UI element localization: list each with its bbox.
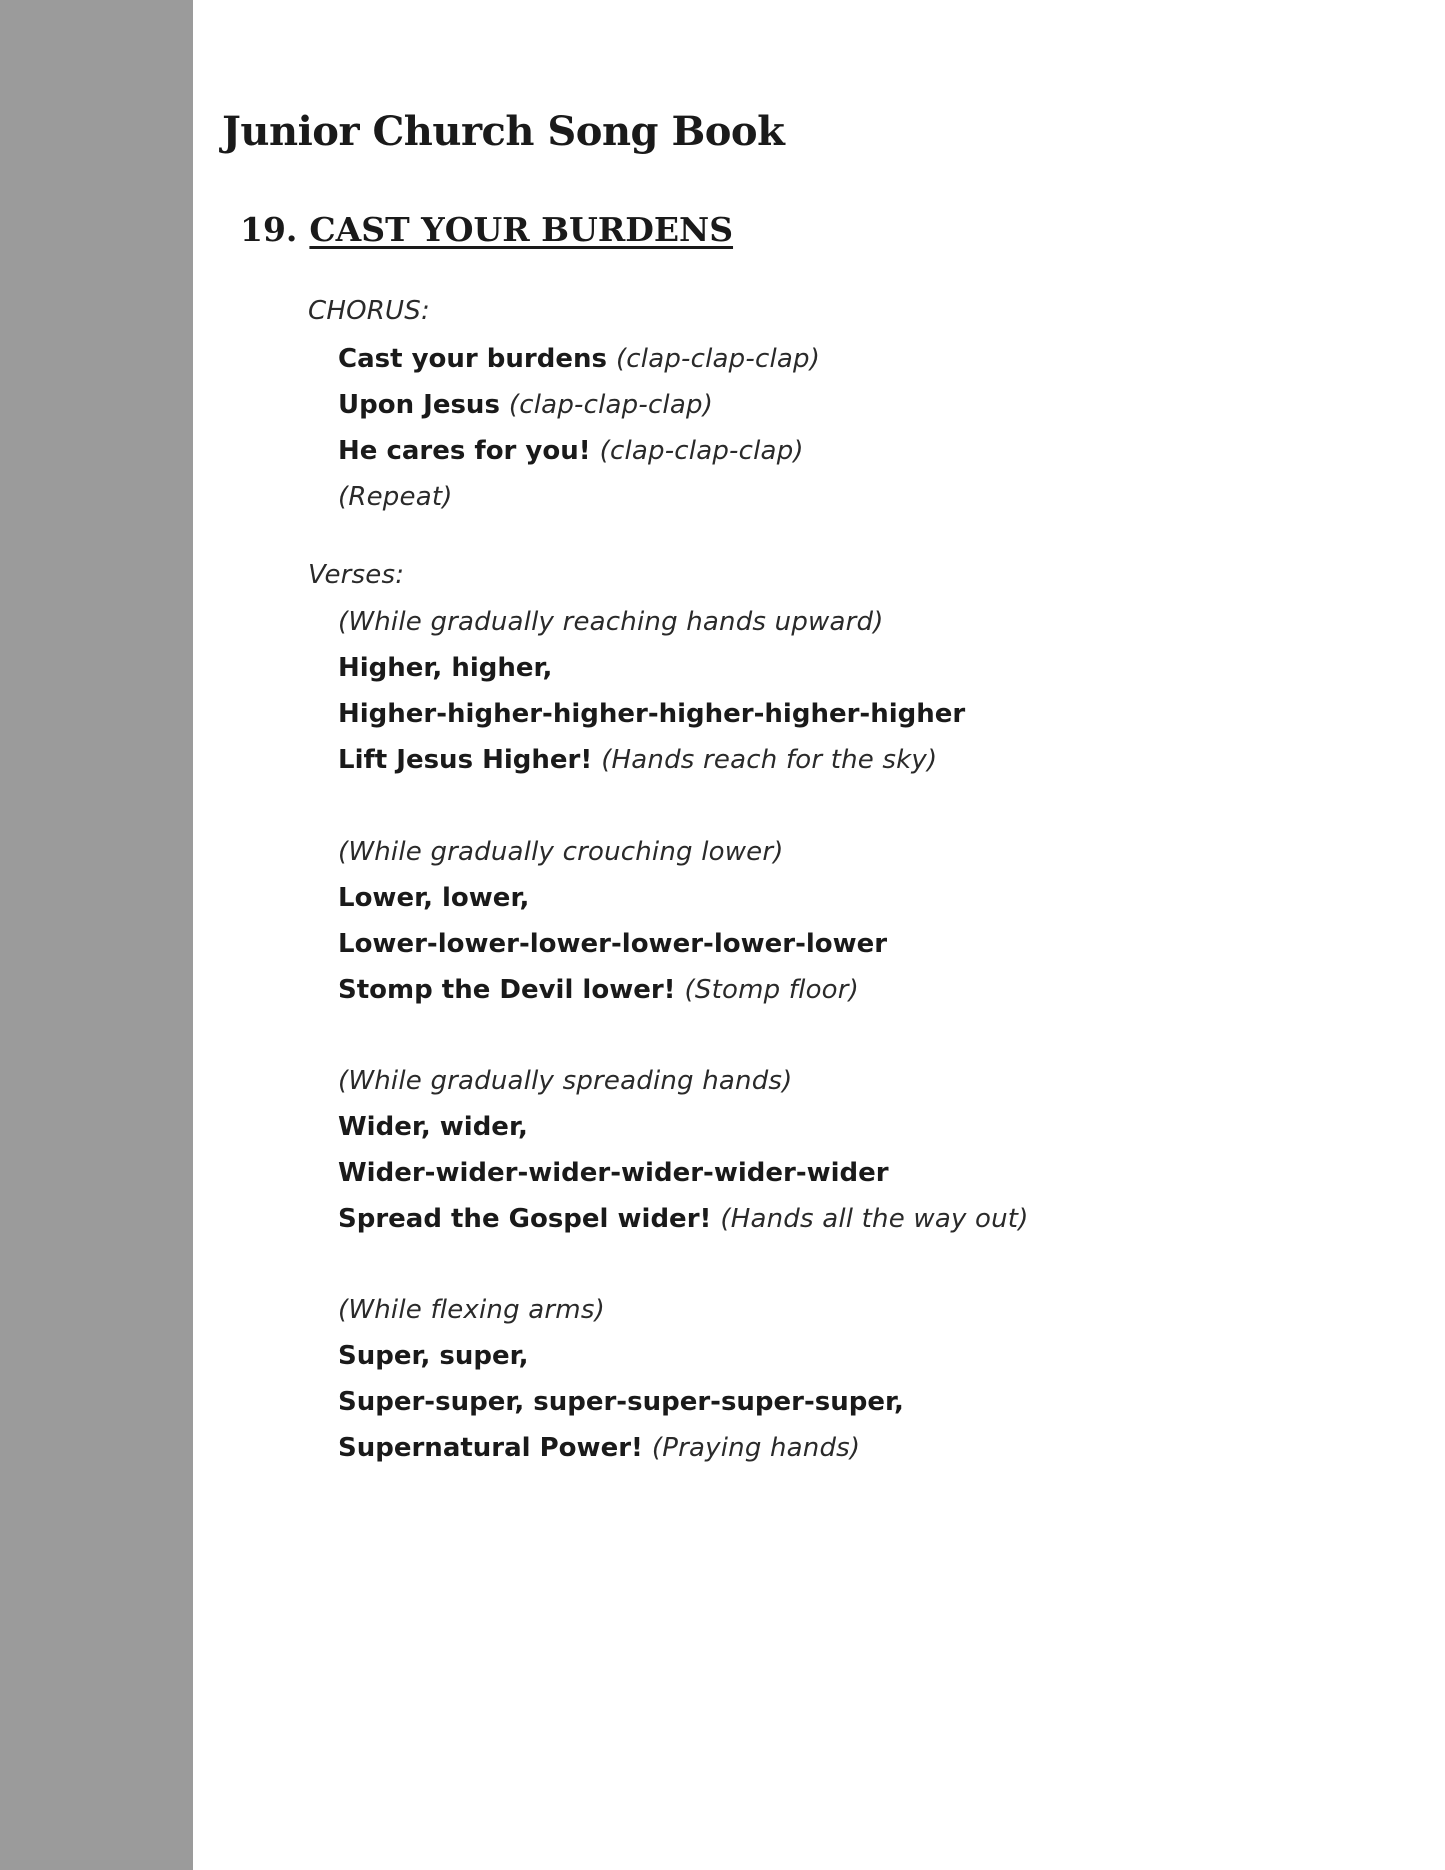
verse-stanza-wider bbox=[338, 1058, 1029, 1242]
action-note: (Praying hands) bbox=[651, 1433, 861, 1463]
lyric-text: Cast your burdens bbox=[338, 344, 607, 374]
lyric-text: He cares for you! bbox=[338, 436, 591, 466]
lyric-line bbox=[338, 1150, 1029, 1196]
verse-stanza-super bbox=[338, 1287, 904, 1471]
song-number: 19. bbox=[240, 210, 298, 249]
song-heading bbox=[240, 210, 733, 249]
lyric-line bbox=[338, 1287, 904, 1333]
action-note: (Hands reach for the sky) bbox=[601, 745, 938, 775]
song-title: CAST YOUR BURDENS bbox=[309, 210, 734, 249]
lyric-line bbox=[338, 1379, 904, 1425]
lyric-line bbox=[338, 737, 965, 783]
action-note: (Stomp floor) bbox=[684, 975, 860, 1005]
lyric-text: Super-super, super-super-super-super, bbox=[338, 1387, 904, 1417]
action-note: (Hands all the way out) bbox=[720, 1204, 1029, 1234]
lyric-line bbox=[338, 691, 965, 737]
lyric-text: Higher, higher, bbox=[338, 653, 553, 683]
lyric-text: Lower-lower-lower-lower-lower-lower bbox=[338, 929, 888, 959]
lyric-line bbox=[338, 921, 887, 967]
action-note: (Repeat) bbox=[338, 482, 453, 512]
action-note: (clap-clap-clap) bbox=[599, 436, 804, 466]
lyric-text: Stomp the Devil lower! bbox=[338, 975, 676, 1005]
action-note: (While gradually crouching lower) bbox=[338, 837, 784, 867]
action-note: (clap-clap-clap) bbox=[508, 390, 714, 420]
gray-sidebar bbox=[0, 0, 193, 1870]
lyric-line bbox=[338, 428, 820, 474]
page-title: Junior Church Song Book bbox=[222, 108, 785, 155]
lyric-line bbox=[338, 1333, 904, 1379]
lyric-text: Super, super, bbox=[338, 1341, 529, 1371]
lyric-line bbox=[338, 829, 887, 875]
lyric-line bbox=[338, 1104, 1029, 1150]
lyric-text: Wider-wider-wider-wider-wider-wider bbox=[338, 1158, 889, 1188]
verse-stanza-higher bbox=[338, 599, 965, 783]
lyric-line bbox=[338, 474, 820, 520]
lyric-line bbox=[338, 599, 965, 645]
action-note: (clap-clap-clap) bbox=[615, 344, 821, 374]
action-note: (While gradually spreading hands) bbox=[338, 1066, 793, 1096]
lyric-text: Higher-higher-higher-higher-higher-higher bbox=[338, 699, 966, 729]
lyric-text: Wider, wider, bbox=[338, 1112, 528, 1142]
lyric-line bbox=[338, 967, 887, 1013]
lyric-line bbox=[338, 336, 820, 382]
action-note: (While flexing arms) bbox=[338, 1295, 605, 1325]
lyric-line bbox=[338, 382, 820, 428]
chorus-lines bbox=[338, 336, 820, 520]
lyric-text: Lower, lower, bbox=[338, 883, 530, 913]
lyric-text: Spread the Gospel wider! bbox=[338, 1204, 712, 1234]
action-note: (While gradually reaching hands upward) bbox=[338, 607, 884, 637]
lyric-line bbox=[338, 875, 887, 921]
verses-label: Verses: bbox=[308, 560, 405, 590]
lyric-line bbox=[338, 1196, 1029, 1242]
chorus-label: CHORUS: bbox=[308, 296, 430, 326]
verse-stanza-lower bbox=[338, 829, 887, 1013]
lyric-text: Lift Jesus Higher! bbox=[338, 745, 593, 775]
lyric-line bbox=[338, 645, 965, 691]
lyric-line bbox=[338, 1425, 904, 1471]
lyric-text: Upon Jesus bbox=[338, 390, 500, 420]
lyric-line bbox=[338, 1058, 1029, 1104]
lyric-text: Supernatural Power! bbox=[338, 1433, 643, 1463]
